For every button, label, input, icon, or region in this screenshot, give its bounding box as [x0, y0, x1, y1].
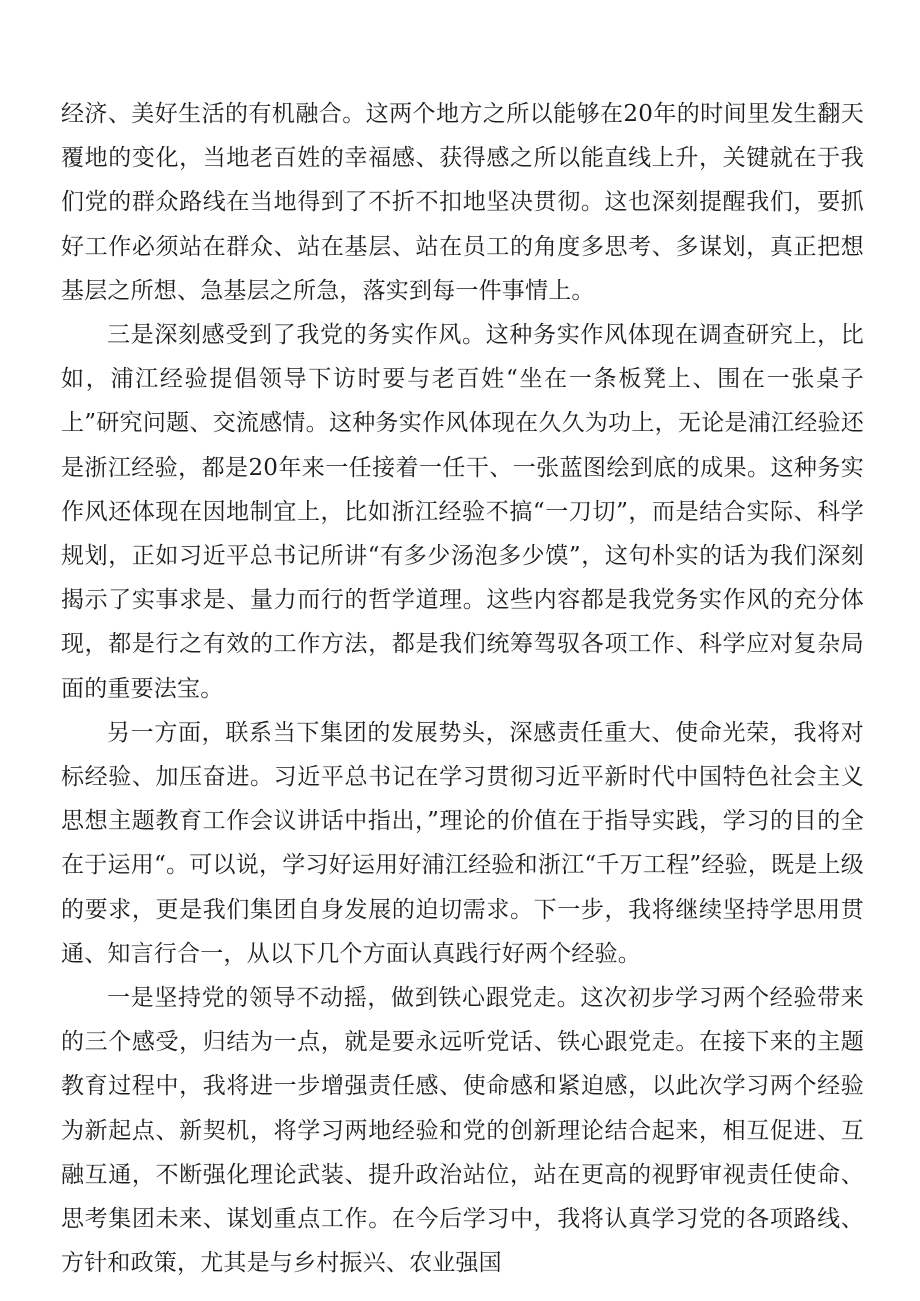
paragraph-3: 另一方面，联系当下集团的发展势头，深感责任重大、使命光荣，我将对标经验、加压奋进。习近平总书记在学习贯彻习近平新时代中国特色社会主义思想主题教育工作会议讲话中指出，”理论的价值在于指导实践，学习的目的全在于运用“。可以说，学习好运用好浦江经验和浙江“千万工程”经验，既是上级的要求，更是我们集团自身发展的迫切需求。下一步，我将继续坚持学思用贯通、知言行合一，从以下几个方面认真践行好两个经验。 — [61, 719, 864, 967]
paragraph-1: 经济、美好生活的有机融合。这两个地方之所以能够在20年的时间里发生翻天覆地的变化，当地老百姓的幸福感、获得感之所以能直线上升，关键就在于我们党的群众路线在当地得到了不折不扣地坚决贯彻。这也深刻提醒我们，要抓好工作必须站在群众、站在基层、站在员工的角度多思考、多谋划，真正把想基层之所想、急基层之所急，落实到每一件事情上。 — [61, 101, 864, 304]
paragraph-2: 三是深刻感受到了我党的务实作风。这种务实作风体现在调查研究上，比如，浦江经验提倡领导下访时要与老百姓“坐在一条板凳上、围在一张桌子上”研究问题、交流感情。这种务实作风体现在久久为功上，无论是浦江经验还是浙江经验，都是20年来一任接着一任干、一张蓝图绘到底的成果。这种务实作风还体现在因地制宜上，比如浙江经验不搞“一刀切”，而是结合实际、科学规划，正如习近平总书记所讲“有多少汤泡多少馍”，这句朴实的话为我们深刻揭示了实事求是、量力而行的哲学道理。这些内容都是我党务实作风的充分体现，都是行之有效的工作方法，都是我们统筹驾驭各项工作、科学应对复杂局面的重要法宝。 — [61, 322, 864, 702]
paragraph-4: 一是坚持党的领导不动摇，做到铁心跟党走。这次初步学习两个经验带来的三个感受，归结为一点，就是要永远听党话、铁心跟党走。在接下来的主题教育过程中，我将进一步增强责任感、使命感和紧迫感，以此次学习两个经验为新起点、新契机，将学习两地经验和党的创新理论结合起来，相互促进、互融互通，不断强化理论武装、提升政治站位，站在更高的视野审视责任使命、思考集团未来、谋划重点工作。在今后学习中，我将认真学习党的各项路线、方针和政策，尤其是与乡村振兴、农业强国 — [61, 985, 864, 1277]
